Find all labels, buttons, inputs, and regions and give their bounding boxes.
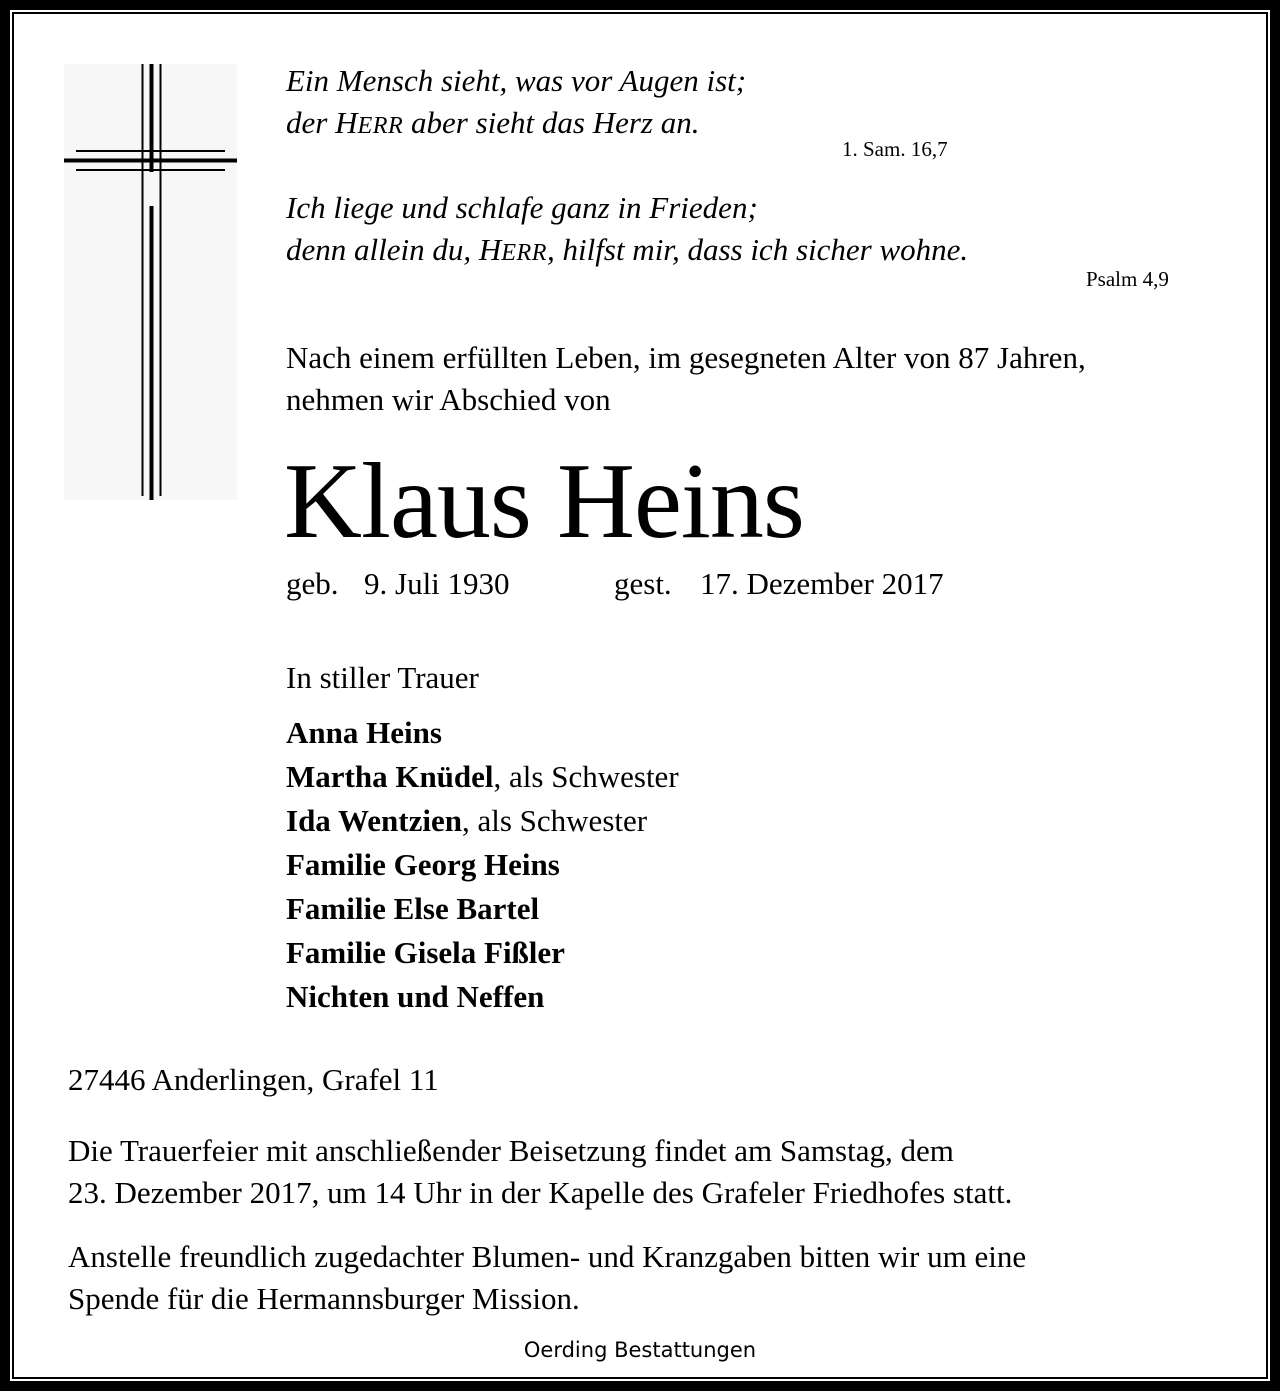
verse1-line2 (286, 102, 699, 147)
intro-line1: Nach einem erfüllten Leben, im gesegneten Alter von 87 Jahren, (286, 340, 1086, 375)
mourner-item (286, 843, 679, 887)
funeral-notice-line1: Die Trauerfeier mit anschließender Beisetzung findet am Samstag, dem (68, 1133, 954, 1168)
verse1-herr-initial: H (335, 105, 358, 140)
mourner-item (286, 755, 679, 799)
verse2-herr-initial: H (478, 232, 502, 267)
birth-label: geb. (286, 566, 339, 601)
cross-icon (64, 64, 237, 500)
verse1-reference: 1. Sam. 16,7 (842, 137, 948, 161)
birth-date: 9. Juli 1930 (364, 566, 510, 601)
mourner-item (286, 931, 679, 975)
address: 27446 Anderlingen, Grafel 11 (68, 1062, 439, 1097)
mourner-relation: , als Schwester (461, 803, 648, 838)
mourner-name: Familie Georg Heins (286, 847, 560, 882)
mourner-item (286, 799, 679, 843)
mourner-item (286, 711, 679, 755)
funeral-notice-line2: 23. Dezember 2017, um 14 Uhr in der Kapelle des Grafeler Friedhofes statt. (68, 1175, 1013, 1210)
mourner-name: Nichten und Neffen (286, 979, 545, 1014)
death-label: gest. (614, 566, 672, 601)
verse1-line2-start: der (286, 105, 336, 140)
verse1-line2-end: aber sieht das Herz an. (403, 105, 700, 140)
mourner-relation: , als Schwester (493, 759, 679, 794)
verse1-line1: Ein Mensch sieht, was vor Augen ist; (286, 63, 747, 98)
mourner-name: Familie Gisela Fißler (286, 935, 565, 970)
verse1-herr-smallcaps: ERR (357, 112, 404, 139)
donation-notice-line2: Spende für die Hermannsburger Mission. (68, 1281, 580, 1316)
death-date: 17. Dezember 2017 (700, 566, 944, 601)
verse2-reference: Psalm 4,9 (1086, 267, 1169, 291)
deceased-name: Klaus Heins (284, 442, 804, 561)
cross-panel (64, 64, 237, 500)
verse2-line1: Ich liege und schlafe ganz in Frieden; (286, 190, 758, 225)
mourning-heading: In stiller Trauer (286, 660, 479, 695)
mourner-name: Martha Knüdel (286, 759, 494, 794)
mourner-name: Ida Wentzien (286, 803, 462, 838)
verse2-line2 (286, 229, 968, 274)
mourners-list (286, 711, 679, 1019)
mourner-name: Anna Heins (286, 715, 442, 750)
verse2-line2-end: , hilfst mir, dass ich sicher wohne. (547, 232, 969, 267)
mourner-name: Familie Else Bartel (286, 891, 540, 926)
funeral-home: Oerding Bestattungen (523, 1338, 757, 1362)
verse2-herr-smallcaps: ERR (501, 239, 548, 266)
verse2-line2-start: denn allein du, (286, 232, 479, 267)
mourner-item (286, 975, 679, 1019)
intro-line2: nehmen wir Abschied von (286, 382, 611, 417)
mourner-item (286, 887, 679, 931)
donation-notice-line1: Anstelle freundlich zugedachter Blumen- und Kranzgaben bitten wir um eine (68, 1239, 1027, 1274)
